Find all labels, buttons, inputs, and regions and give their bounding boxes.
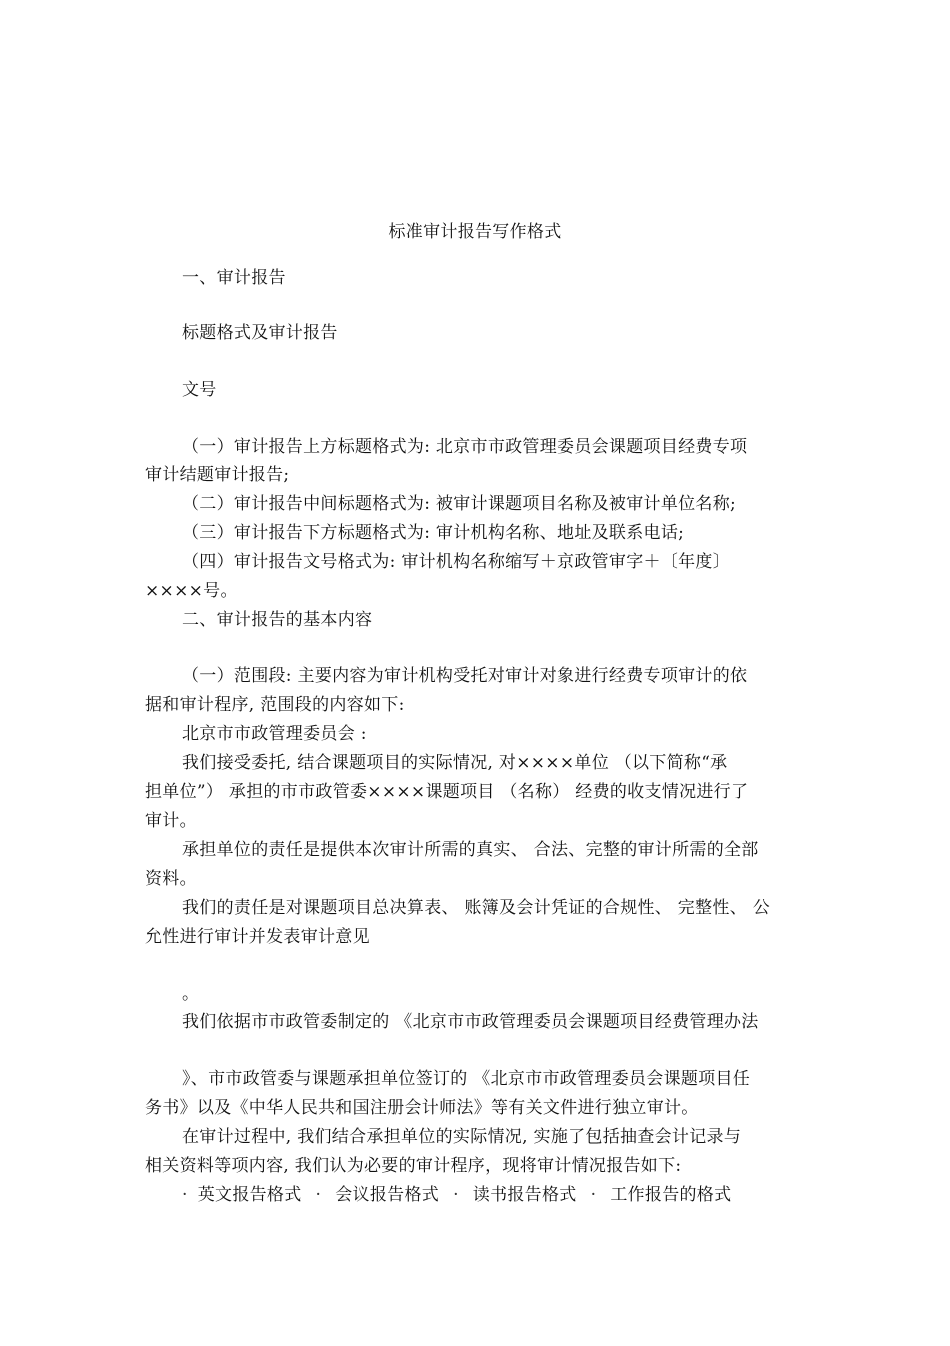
bullet-dot: ·	[182, 1185, 188, 1205]
paragraph-line: 。	[182, 984, 200, 1004]
related-link[interactable]: 英文报告格式	[197, 1185, 302, 1205]
paragraph-line: 审计。	[145, 811, 197, 831]
paragraph-line: （四）审计报告文号格式为: 审计机构名称缩写＋京政管审字＋〔年度〕	[182, 552, 731, 572]
paragraph-line: 北京市市政管理委员会 :	[182, 724, 367, 744]
paragraph-line: 资料。	[145, 869, 197, 889]
paragraph-line: 担单位”） 承担的市市政管委××××课题项目 （名称） 经费的收支情况进行了	[145, 782, 749, 802]
section-heading: 一、审计报告	[182, 268, 286, 288]
paragraph-line: 我们接受委托, 结合课题项目的实际情况, 对××××单位 （以下简称“承	[182, 753, 728, 773]
paragraph-line: 》、市市政管委与课题承担单位签订的 《北京市市政管理委员会课题项目任	[182, 1069, 751, 1089]
paragraph-line: 标题格式及审计报告	[182, 323, 338, 343]
paragraph-line: 我们的责任是对课题项目总决算表、 账簿及会计凭证的合规性、 完整性、 公	[182, 898, 771, 918]
paragraph-line: （一）审计报告上方标题格式为: 北京市市政管理委员会课题项目经费专项	[182, 437, 748, 457]
paragraph-line: 我们依据市市政管委制定的 《北京市市政管理委员会课题项目经费管理办法	[182, 1012, 759, 1032]
paragraph-line: 在审计过程中, 我们结合承担单位的实际情况, 实施了包括抽查会计记录与	[182, 1127, 742, 1147]
paragraph-line: （一）范围段: 主要内容为审计机构受托对审计对象进行经费专项审计的依	[182, 666, 748, 686]
paragraph-line: （二）审计报告中间标题格式为: 被审计课题项目名称及被审计单位名称;	[182, 494, 737, 514]
paragraph-line: 允性进行审计并发表审计意见	[145, 927, 370, 947]
paragraph-line: 务书》以及《中华人民共和国注册会计师法》等有关文件进行独立审计。	[145, 1098, 699, 1118]
related-link[interactable]: 工作报告的格式	[610, 1185, 732, 1205]
paragraph-line: 承担单位的责任是提供本次审计所需的真实、 合法、完整的审计所需的全部	[182, 840, 759, 860]
paragraph-line: 文号	[182, 380, 217, 400]
paragraph-line: 审计结题审计报告;	[145, 465, 290, 485]
bullet-dot: ·	[453, 1185, 459, 1205]
paragraph-line: 据和审计程序, 范围段的内容如下:	[145, 695, 405, 715]
paragraph-line: ××××号。	[145, 581, 238, 601]
bullet-dot: ·	[315, 1185, 322, 1205]
doc-title: 标准审计报告写作格式	[388, 222, 562, 242]
paragraph-line: 相关资料等项内容, 我们认为必要的审计程序，现将审计情况报告如下:	[145, 1156, 682, 1176]
bullet-dot: ·	[590, 1185, 597, 1205]
section-heading: 二、审计报告的基本内容	[182, 610, 373, 630]
paragraph-line: （三）审计报告下方标题格式为: 审计机构名称、地址及联系电话;	[182, 523, 685, 543]
related-link[interactable]: 会议报告格式	[335, 1185, 440, 1205]
related-links	[182, 1181, 852, 1209]
related-link[interactable]: 读书报告格式	[472, 1185, 577, 1205]
